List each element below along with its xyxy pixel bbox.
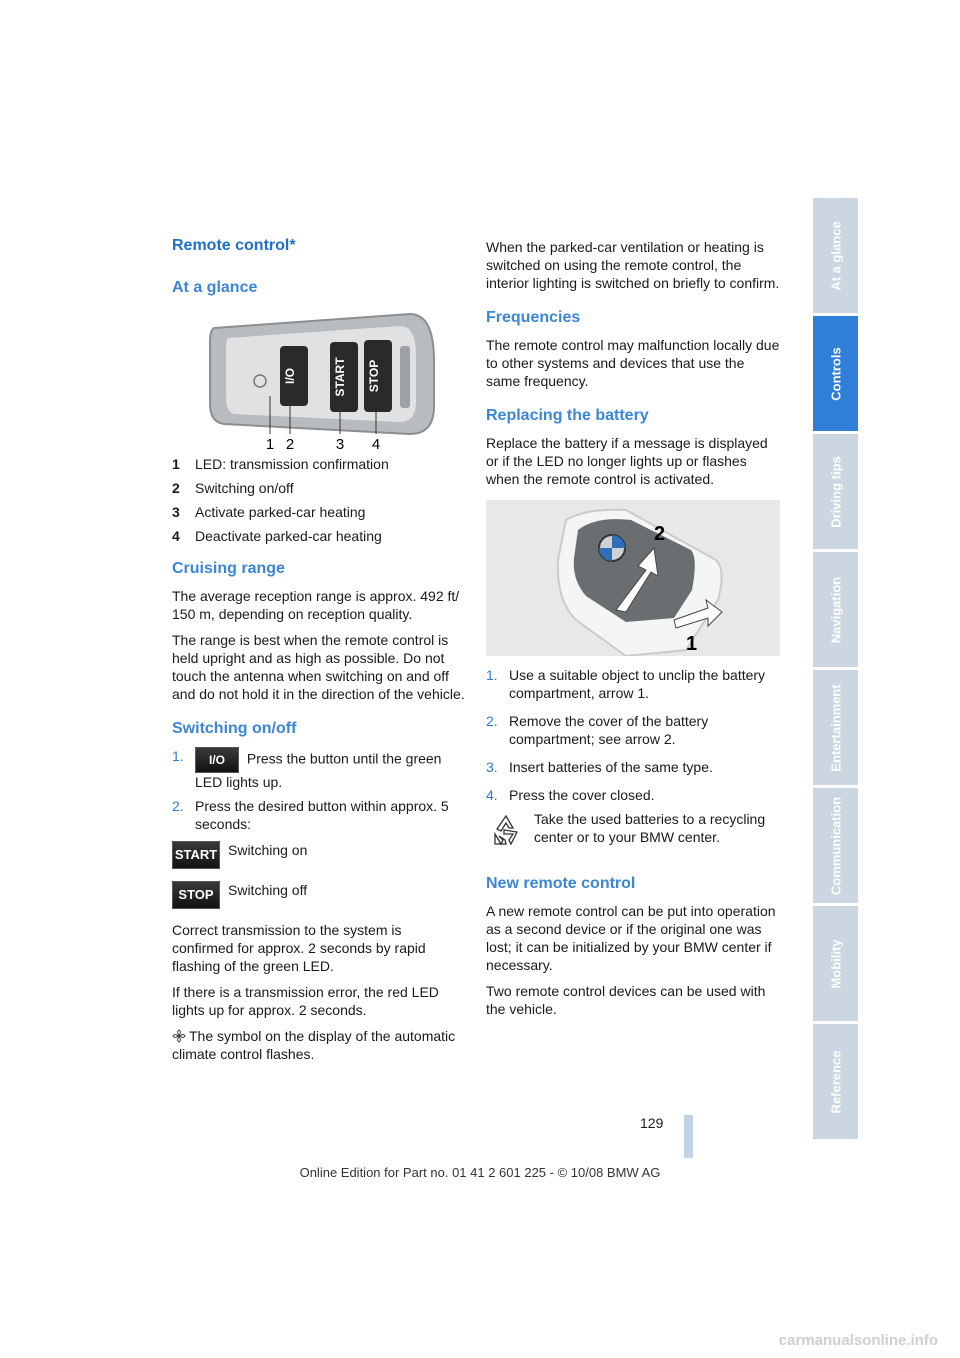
figure-io-button-label: I/O xyxy=(283,367,297,385)
tab-at-a-glance[interactable] xyxy=(813,198,858,313)
new-remote-text-2: Two remote control devices can be used with the vehicle. xyxy=(486,983,766,1017)
battery-heading: Replacing the battery xyxy=(486,407,649,424)
legend-text: LED: transmission confirmation xyxy=(195,456,389,472)
left-column xyxy=(172,230,466,1071)
figure-stop-button-label: STOP xyxy=(367,359,381,393)
at-a-glance-heading: At a glance xyxy=(172,279,258,296)
frequencies-heading: Frequencies xyxy=(486,309,581,326)
cruising-range-text-1: The average reception range is approx. 492 ft/ 150 m, depending on reception quality. xyxy=(172,588,460,622)
stop-button-icon: STOP xyxy=(172,881,220,909)
legend-item xyxy=(172,455,466,473)
legend-item xyxy=(172,479,466,497)
callout-4: 4 xyxy=(371,436,381,451)
switching-step-2 xyxy=(172,797,466,833)
frequencies-text: The remote control may malfunction locally due to other systems and devices that use the same frequency. xyxy=(486,337,780,389)
tab-label: Reference xyxy=(828,1050,843,1113)
battery-figure xyxy=(486,500,780,656)
tab-navigation[interactable] xyxy=(813,552,858,667)
switching-text-1: Correct transmission to the system is confirmed for approx. 2 seconds by rapid flashing of the green LED. xyxy=(172,922,426,974)
step-1-text: Press the button until the green LED lights up. xyxy=(195,750,442,790)
intro-text: When the parked-car ventilation or heating is switched on using the remote control, the interior lighting is switched on briefly to confirm. xyxy=(486,239,780,291)
tab-mobility[interactable] xyxy=(813,906,858,1021)
right-column xyxy=(486,230,782,1026)
switching-text-2: If there is a transmission error, the red LED lights up for approx. 2 seconds. xyxy=(172,984,439,1018)
callout-2: 2 xyxy=(285,436,295,451)
callout-1: 1 xyxy=(265,436,275,451)
tab-label: At a glance xyxy=(828,220,843,291)
tab-reference[interactable] xyxy=(813,1024,858,1139)
legend-text: Activate parked-car heating xyxy=(195,504,366,520)
cruising-range-heading: Cruising range xyxy=(172,560,285,577)
tab-communication[interactable] xyxy=(813,788,858,903)
switching-text-3 xyxy=(172,1027,466,1063)
step-text: Remove the cover of the battery compartment; see arrow 2. xyxy=(509,713,709,747)
footer-text: Online Edition for Part no. 01 41 2 601 225 - © 10/08 BMW AG xyxy=(299,1165,661,1180)
legend-item xyxy=(172,503,466,521)
remote-key-figure xyxy=(172,306,466,451)
cruising-range-text-2: The range is best when the remote control is held upright and as high as possible. Do not touch the antenna when switching on and off and do not hold it in the direction of the vehicle. xyxy=(172,632,465,702)
new-remote-text-1: A new remote control can be put into operation as a second device or if the original one was lost; it can be initialized by your BMW center if necessary. xyxy=(486,903,776,973)
io-button-icon: I/O xyxy=(195,747,239,773)
step-num: 2. xyxy=(172,798,184,814)
switching-steps xyxy=(172,747,466,833)
stop-row xyxy=(172,881,466,909)
battery-text: Replace the battery if a message is displayed or if the LED no longer lights up or flashes when the remote control is activated. xyxy=(486,435,768,487)
page-title: Remote control* xyxy=(172,237,296,254)
legend-text: Switching on/off xyxy=(195,480,294,496)
legend-num: 1 xyxy=(172,456,180,472)
legend-num: 4 xyxy=(172,528,180,544)
tab-label: Entertainment xyxy=(828,683,843,772)
step-text: Insert batteries of the same type. xyxy=(509,759,713,775)
recycle-text: Take the used batteries to a recycling center or to your BMW center. xyxy=(534,811,766,845)
arrow-2-label: 2 xyxy=(654,523,666,545)
legend-list xyxy=(172,455,466,545)
switching-heading: Switching on/off xyxy=(172,720,297,737)
legend-num: 2 xyxy=(172,480,180,496)
recycle-icon xyxy=(486,810,526,854)
start-button-icon: START xyxy=(172,841,220,869)
step-num: 3. xyxy=(486,759,498,775)
step-num: 1. xyxy=(486,667,498,683)
tab-label: Driving tips xyxy=(828,455,843,528)
fan-symbol-icon xyxy=(172,1029,186,1043)
recycle-note xyxy=(486,810,782,854)
section-tabs xyxy=(813,198,858,1142)
page-marker xyxy=(684,1115,693,1158)
tab-label: Communication xyxy=(828,796,843,895)
step-num: 4. xyxy=(486,787,498,803)
legend-text: Deactivate parked-car heating xyxy=(195,528,382,544)
figure-start-button-label: START xyxy=(333,357,347,397)
tab-driving-tips[interactable] xyxy=(813,434,858,549)
battery-step xyxy=(486,712,782,748)
step-text: Use a suitable object to unclip the battery compartment, arrow 1. xyxy=(509,667,766,701)
new-remote-heading: New remote control xyxy=(486,875,636,892)
step-num: 1. xyxy=(172,748,184,764)
switching-step-1 xyxy=(172,747,466,791)
tab-entertainment[interactable] xyxy=(813,670,858,785)
battery-step xyxy=(486,786,782,804)
climate-symbol-text: The symbol on the display of the automatic climate control flashes. xyxy=(172,1028,456,1062)
arrow-1-label: 1 xyxy=(686,633,698,655)
battery-step xyxy=(486,758,782,776)
start-label: Switching on xyxy=(228,842,308,858)
watermark: carmanualsonline.info xyxy=(778,1332,938,1349)
battery-steps xyxy=(486,666,782,804)
tab-controls[interactable] xyxy=(813,316,858,431)
legend-num: 3 xyxy=(172,504,180,520)
step-2-text: Press the desired button within approx. 5 seconds: xyxy=(195,798,449,832)
step-text xyxy=(195,747,466,791)
step-text: Press the cover closed. xyxy=(509,787,655,803)
start-row xyxy=(172,841,466,869)
tab-label: Mobility xyxy=(828,938,843,989)
tab-label: Controls xyxy=(828,346,843,401)
step-num: 2. xyxy=(486,713,498,729)
page-number: 129 xyxy=(640,1115,664,1131)
stop-label: Switching off xyxy=(228,882,308,898)
legend-item xyxy=(172,527,466,545)
battery-step xyxy=(486,666,782,702)
tab-label: Navigation xyxy=(828,576,843,643)
callout-3: 3 xyxy=(335,436,345,451)
